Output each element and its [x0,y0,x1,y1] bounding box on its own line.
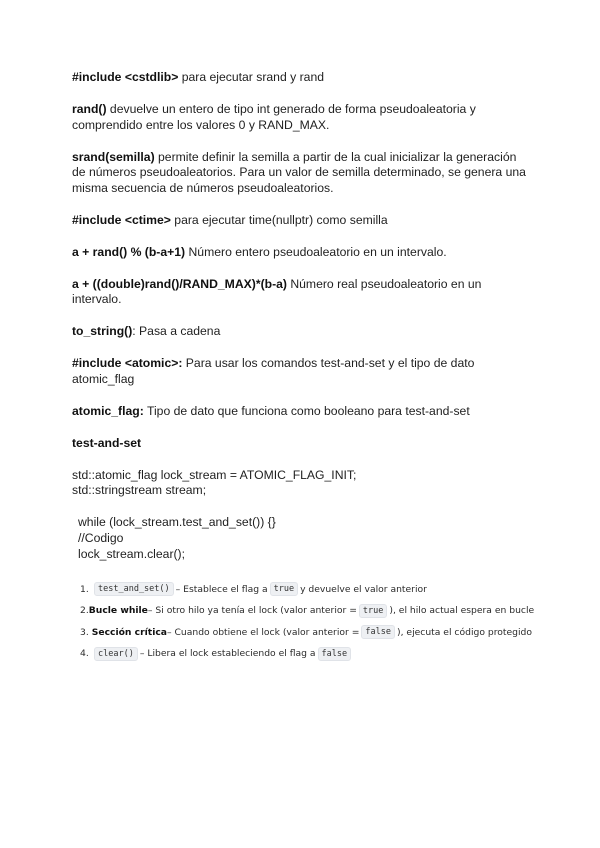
paragraph-include-ctime [72,213,532,229]
list-lead: Bucle while [88,605,148,617]
paragraph-rand [72,102,532,133]
keyword: #include <ctime> [72,212,171,227]
code-line: std::atomic_flag lock_stream = ATOMIC_FLAG_INIT; [72,467,357,482]
list-text: y devuelve el valor anterior [300,583,427,595]
paragraph-text: Para usar los comandos test-and-set y el tipo de dato atomic_flag [72,356,475,386]
section-heading-test-and-set [72,436,532,452]
paragraph-text: permite definir la semilla a partir de la cual inicializar la generación de números pseudoaleatorios. Para un valor de semilla determinado, se genera una misma secuencia de números pseudoaleatorios. [72,149,526,195]
paragraph-text: para ejecutar srand y rand [178,70,324,84]
keyword: srand(semilla) [72,149,155,164]
paragraph-include-atomic [72,356,532,387]
keyword: a + rand() % (b-a+1) [72,244,186,259]
paragraph-text: Número real pseudoaleatorio en un intervalo. [72,276,482,307]
list-text: ), el hilo actual espera en bucle [389,605,535,617]
code-line: lock_stream.clear(); [78,546,186,561]
list-text: – Si otro hilo ya tenía el lock (valor anterior = [147,605,357,617]
code-usage [72,515,532,562]
list-item [72,622,532,644]
steps-list [72,579,535,665]
list-item [72,579,532,601]
list-lead: Sección crítica [91,626,167,638]
list-number: 4. [80,648,89,660]
paragraph-srand [72,150,532,197]
paragraph-to-string [72,324,532,340]
code-token: false [361,625,395,639]
list-text: – Establece el flag a [175,583,268,595]
code-line: while (lock_stream.test_and_set()) {} [78,515,276,530]
list-text: – Cuando obtiene el lock (valor anterior = [167,626,360,638]
code-token: clear() [94,647,138,661]
paragraph-text: para ejecutar time(nullptr) como semilla [170,212,388,227]
keyword: #include <cstdlib> [72,70,179,84]
list-text: – Libera el lock estableciendo el flag a [139,648,316,660]
keyword: to_string() [72,324,133,339]
list-text: ), ejecuta el código protegido [397,626,532,638]
list-number: 3. [80,626,89,638]
paragraph-text: Número entero pseudoaleatorio en un intervalo. [185,244,447,259]
list-item [72,600,535,622]
list-number: 2. [80,605,89,617]
keyword: rand() [72,101,107,116]
code-token: true [270,582,298,596]
code-token: true [359,604,387,618]
paragraph-atomic-flag [72,404,532,420]
paragraph-text: Tipo de dato que funciona como booleano para test-and-set [143,403,470,418]
keyword: #include <atomic>: [72,356,183,371]
paragraph-real-random [72,277,532,308]
paragraph-text: devuelve un entero de tipo int generado de forma pseudoaleatoria y comprendido entre los valores 0 y RAND_MAX. [72,101,476,132]
list-item [72,643,532,665]
list-number: 1. [80,583,89,595]
code-line: //Codigo [78,530,124,545]
keyword: a + ((double)rand()/RAND_MAX)*(b-a) [72,276,287,291]
paragraph-include-cstdlib [72,70,532,86]
code-token: false [318,647,352,661]
paragraph-text: : Pasa a cadena [132,324,221,339]
document-page [72,70,535,665]
code-line: std::stringstream stream; [72,483,207,498]
heading-text: test-and-set [72,435,142,450]
code-declarations [72,468,532,499]
keyword: atomic_flag: [72,403,144,418]
code-token: test_and_set() [94,582,174,596]
paragraph-int-random [72,245,532,261]
